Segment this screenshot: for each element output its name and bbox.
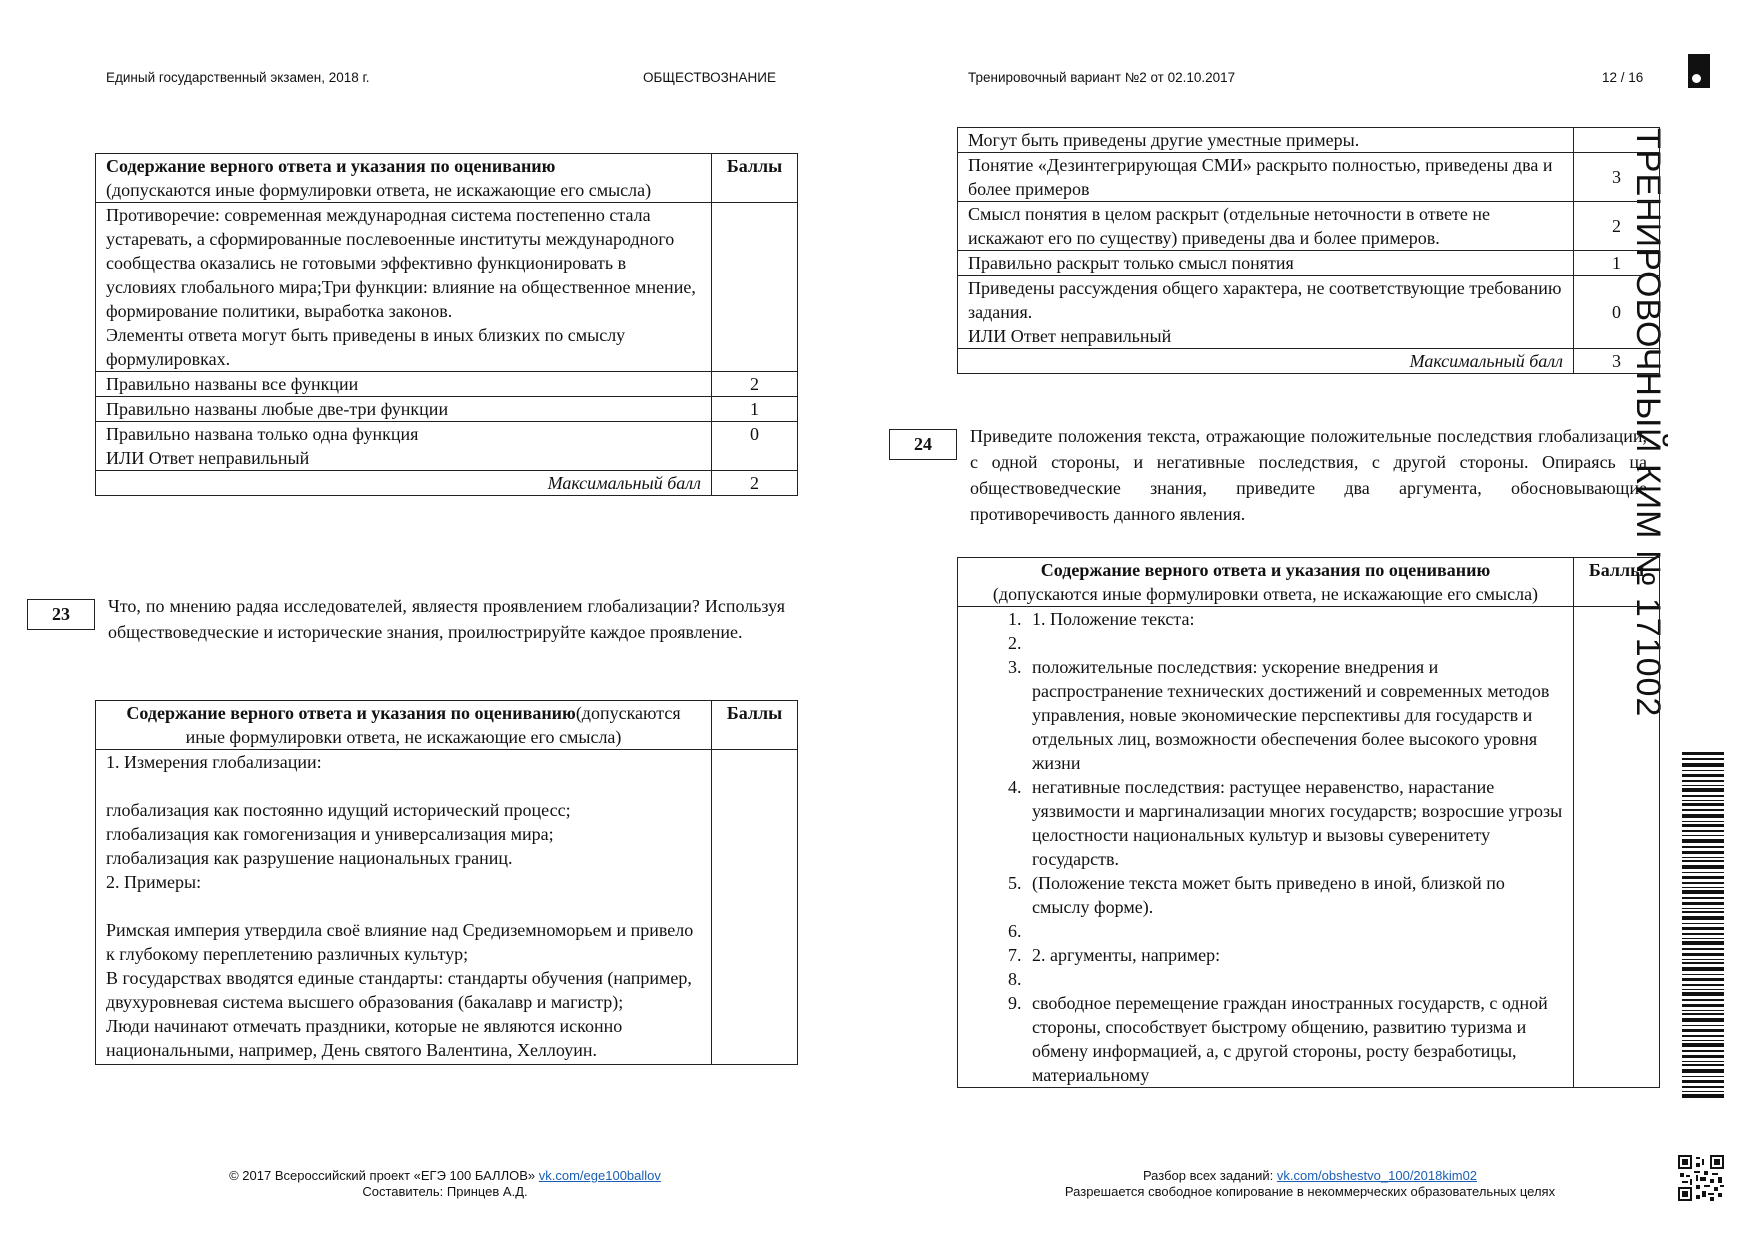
answer-line-blank (106, 894, 701, 918)
footer-right (1000, 1168, 1620, 1200)
list-item: 4. негативные последствия: растущее неравенство, нарастание уязвимости и маргинализации многих государств; возросшие угрозы целостности национальных культур и вызовы суверенитету государств. (1026, 775, 1563, 871)
answer-line: 2. Примеры: (106, 872, 202, 892)
footer-copyright: © 2017 Всероссийский проект «ЕГЭ 100 БАЛЛОВ» (229, 1168, 536, 1183)
answer-line: Люди начинают отмечать праздники, которые не являются исконно национальными, например, День святого Валентина, Хеллоуин. (106, 1016, 623, 1060)
header-note: (допускаются иные формулировки ответа, не искажающие его смысла) (992, 584, 1539, 604)
list-item: 9. свободное перемещение граждан иностранных государств, с одной стороны, способствует быстрому общению, развитию туризма и обмену информацией, а, с другой стороны, росту безработицы, материальному (1026, 991, 1563, 1087)
footer-link-analysis[interactable]: vk.com/obshestvo_100/2018kim02 (1276, 1168, 1478, 1183)
header-score-cell (712, 154, 798, 203)
criterion-cell: Могут быть приведены другие уместные примеры. (958, 128, 1574, 153)
answer-paragraph: Противоречие: современная международная система постепенно стала устаревать, а сформированные послевоенные институты международного сообщества оказались не готовыми эффективно функционировать в (106, 205, 675, 273)
answer-paragraph: условиях глобального мира;Три функции: влияние на общественное мнение, формирование политики, выработка законов. (106, 277, 696, 321)
footer-license: Разрешается свободное копирование в некоммерческих образовательных целях (1064, 1184, 1556, 1199)
max-score-value: 3 (1574, 349, 1660, 374)
criterion-text-alt: ИЛИ Ответ неправильный (106, 448, 310, 468)
answer-line-blank (106, 774, 701, 798)
table-row (958, 607, 1660, 1088)
score-cell (1574, 128, 1660, 153)
subject-title: ОБЩЕСТВОЗНАНИЕ (643, 70, 776, 85)
header-content-cell (958, 558, 1574, 607)
table-row (96, 422, 798, 471)
list-item: 3. положительные последствия: ускорение внедрения и распространение технических достижений и современных методов управления, новые экономические перспективы для государств и отдельных лиц, возможности обеспечения более высокого уровня жизни (1026, 655, 1563, 775)
corner-logo (1688, 54, 1710, 88)
table-row (958, 153, 1660, 202)
table-row (958, 202, 1660, 251)
criterion-text: Приведены рассуждения общего характера, не соответствующие требованию задания. (968, 278, 1562, 322)
score-cell: 2 (712, 372, 798, 397)
question-number-24: 24 (889, 429, 957, 460)
table-row (96, 372, 798, 397)
score-cell: 0 (1574, 276, 1660, 349)
max-score-row (958, 349, 1660, 374)
header-note: (допускаются иные формулировки ответа, не искажающие его смысла) (106, 180, 652, 200)
footer-analysis: Разбор всех заданий: (1142, 1168, 1274, 1183)
header-bold: Содержание верного ответа и указания по оцениванию (1040, 560, 1491, 580)
page-number: 12 / 16 (1602, 70, 1644, 85)
criterion-cell: Правильно названы любые две-три функции (96, 397, 712, 422)
table-header-row (96, 154, 798, 203)
list-item: 5. (Положение текста может быть приведено в иной, близкой по смыслу форме). (1026, 871, 1563, 919)
answer-content-cell (96, 750, 712, 1065)
answer-content-cell (958, 607, 1574, 1088)
criterion-cell: Правильно раскрыт только смысл понятия (958, 251, 1574, 276)
table-row (958, 276, 1660, 349)
footer-link-ege100[interactable]: vk.com/ege100ballov (538, 1168, 661, 1183)
score-cell: 3 (1574, 153, 1660, 202)
max-score-row (96, 471, 798, 496)
criterion-cell: Понятие «Дезинтегрирующая СМИ» раскрыто полностью, приведены два и более примеров (958, 153, 1574, 202)
variant-title: Тренировочный вариант №2 от 02.10.2017 (968, 70, 1236, 85)
score-cell: 2 (1574, 202, 1660, 251)
question-text-24: Приведите положения текста, отражающие положительные последствия глобализации, с одной стороны, и негативные последствия, с другой стороны. Опираясь ца обществоведческие знания, приведите два аргумента, обосновывающие противоречивость данного явления. (970, 426, 1647, 524)
table-row (96, 397, 798, 422)
header-score: Баллы (726, 703, 783, 723)
list-item-blank (1026, 919, 1563, 943)
header-content-cell (96, 701, 712, 750)
answer-line: глобализация как постоянно идущий исторический процесс; (106, 800, 571, 820)
answer-line: В государствах вводятся единые стандарты: стандарты обучения (например, двухуровневая система высшего образования (бакалавр и магистр); (106, 968, 692, 1012)
answer-line: 1. Измерения глобализации: (106, 752, 322, 772)
score-cell: 1 (1574, 251, 1660, 276)
max-score-label: Максимальный балл (96, 471, 712, 496)
answer-content-cell (96, 203, 712, 372)
scoring-table-23 (95, 700, 798, 1065)
answer-line: Римская империя утвердила своё влияние над Средиземноморьем и привело к глубокому переплетению различных культур; (106, 920, 694, 964)
header-bold: Содержание верного ответа и указания по оцениванию (106, 156, 556, 176)
scoring-table-24 (957, 557, 1660, 1088)
table-row (96, 203, 798, 372)
list-item-blank (1026, 967, 1563, 991)
footer-left (160, 1168, 730, 1200)
header-content-cell (96, 154, 712, 203)
table-row (96, 750, 798, 1065)
criterion-cell (96, 422, 712, 471)
exam-title: Единый государственный экзамен, 2018 г. (106, 70, 370, 85)
side-label: ТРЕНИРОВОЧНЫЙ КИМ № 171002 (1629, 128, 1667, 718)
criterion-text-alt: ИЛИ Ответ неправильный (968, 326, 1172, 346)
answer-line: глобализация как гомогенизация и универсализация мира; (106, 824, 554, 844)
score-cell: 1 (712, 397, 798, 422)
answer-list (968, 607, 1563, 1087)
criterion-text: Правильно названа только одна функция (106, 424, 419, 444)
criterion-cell (958, 276, 1574, 349)
list-item: 7. 2. аргументы, например: (1026, 943, 1563, 967)
list-item-blank (1026, 631, 1563, 655)
barcode (1682, 752, 1724, 1098)
qr-code (1678, 1155, 1724, 1201)
header-score: Баллы (1588, 560, 1645, 580)
max-score-label: Максимальный балл (958, 349, 1574, 374)
header-score-cell (712, 701, 798, 750)
question-text-23: Что, по мнению радяа исследователей, являестя проявлением глобализации? Используя обществоведческие и исторические знания, проилюстрируйте каждое проявление. (108, 596, 785, 642)
answer-paragraph: Элементы ответа могут быть приведены в иных близких по смыслу формулировках. (106, 325, 626, 369)
max-score-value: 2 (712, 471, 798, 496)
footer-author: Составитель: Принцев А.Д. (362, 1184, 528, 1199)
scoring-table-22 (95, 153, 798, 496)
header-score: Баллы (726, 156, 783, 176)
list-item: 1. 1. Положение текста: (1026, 607, 1563, 631)
criterion-cell: Смысл понятия в целом раскрыт (отдельные неточности в ответе не искажают его по существу) приведены два и более примеров. (958, 202, 1574, 251)
answer-line: глобализация как разрушение национальных границ. (106, 848, 513, 868)
table-header-row (958, 558, 1660, 607)
score-cell: 0 (712, 422, 798, 471)
table-row (958, 128, 1660, 153)
criterion-cell: Правильно названы все функции (96, 372, 712, 397)
table-header-row (96, 701, 798, 750)
table-row (958, 251, 1660, 276)
question-number-23: 23 (27, 599, 95, 630)
header-score-cell (1574, 558, 1660, 607)
header-note: (допускаются иные формулировки ответа, не искажающие его смысла) (185, 703, 681, 747)
header-bold: Содержание верного ответа и указания по оцениванию (126, 703, 576, 723)
scoring-table-22-cont (957, 127, 1660, 374)
